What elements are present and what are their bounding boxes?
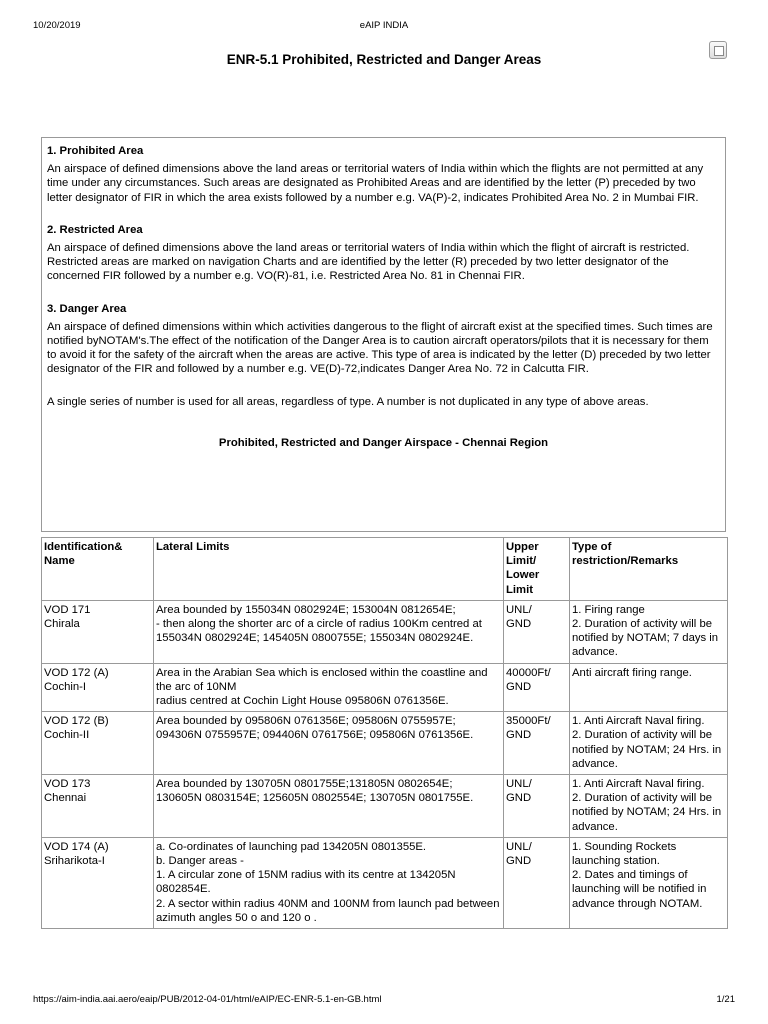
section-text-danger: An airspace of defined dimensions within which activities dangerous to the flight of aircraft exist at the specified times. Such times are notified byNOTAM's.The effect of the notification of the Danger Area is to caution aircraft operators/pilots that it is necessary for them to avoid it for the safety of the aircraft when the areas are active. This type of area is indicated by the letter (D) preceded by two letter designator of the FIR and followed by a number e.g. VE(D)-72,indicates Danger Area No. 72 in Calcutta FIR. [47,320,713,376]
table-header-row [42,538,728,601]
cell-remarks: 1. Anti Aircraft Naval firing. 2. Duration of activity will be notified by NOTAM; 24 Hrs. in advance. [570,712,728,775]
region-title: Prohibited, Restricted and Danger Airspace - Chennai Region [218,436,549,449]
print-button[interactable] [709,41,727,59]
cell-limits: UNL/ GND [504,775,570,838]
table-row [42,837,728,928]
section-text-restricted: An airspace of defined dimensions above the land areas or territorial waters of India within which the flight of aircraft is restricted. Restricted areas are marked on navigation Charts and are identified by the letter (R) preceded by two letter designator of the concerned FIR followed by a number e.g. VO(R)-81, i.e. Restricted Area No. 81 in Chennai FIR. [47,242,690,283]
page-title: ENR-5.1 Prohibited, Restricted and Danger Areas [226,52,542,67]
header-lateral-limits: Lateral Limits [154,538,504,601]
cell-lateral-limits: Area in the Arabian Sea which is enclosed within the coastline and the arc of 10NM radius centred at Cochin Light House 095806N 0761356E. [154,663,504,712]
table-row [42,663,728,712]
cell-limits: 40000Ft/ GND [504,663,570,712]
header-identification: Identification& Name [42,538,154,601]
header-remarks: Type of restriction/Remarks [570,538,728,601]
cell-identification: VOD 172 (A) Cochin-I [42,663,154,712]
cell-lateral-limits: Area bounded by 130705N 0801755E;131805N 0802654E; 130605N 0803154E; 125605N 0802554E; 130705N 0801755E. [154,775,504,838]
table-row [42,712,728,775]
table-row [42,600,728,663]
footer-url[interactable]: https://aim-india.aai.aero/eaip/PUB/2012-04-01/html/eAIP/EC-ENR-5.1-en-GB.html [33,994,382,1005]
definitions-box [41,137,726,532]
checkbox-icon [714,46,724,56]
section-text-prohibited: An airspace of defined dimensions above the land areas or territorial waters of India within which the flights are not permitted at any time under any circumstances. Such areas are designated as Prohibited Areas and are identified by the letter (P) preceded by two letter designator of FIR in which the area exists followed by a number e.g. VA(P)-2, indicates Prohibited Area No. 2 in Mumbai FIR. [47,163,704,204]
cell-identification: VOD 173 Chennai [42,775,154,838]
cell-remarks: 1. Firing range 2. Duration of activity will be notified by NOTAM; 7 days in advance. [570,600,728,663]
table-row [42,775,728,838]
airspace-table [41,537,728,929]
section-heading-prohibited: 1. Prohibited Area [47,145,144,157]
cell-identification: VOD 172 (B) Cochin-II [42,712,154,775]
cell-limits: 35000Ft/ GND [504,712,570,775]
numbering-note: A single series of number is used for all areas, regardless of type. A number is not duplicated in any type of above areas. [47,395,649,408]
cell-lateral-limits: Area bounded by 095806N 0761356E; 095806N 0755957E; 094306N 0755957E; 094406N 0761756E; 095806N 0761356E. [154,712,504,775]
header-upper-lower-limit: Upper Limit/ Lower Limit [504,538,570,601]
cell-limits: UNL/ GND [504,837,570,928]
cell-limits: UNL/ GND [504,600,570,663]
print-date: 10/20/2019 [33,20,81,31]
site-name: eAIP INDIA [359,20,409,31]
cell-identification: VOD 171 Chirala [42,600,154,663]
cell-lateral-limits: a. Co-ordinates of launching pad 134205N 0801355E. b. Danger areas - 1. A circular zone of 15NM radius with its centre at 134205N 0802854E. 2. A sector within radius 40NM and 100NM from launch pad between azimuth angles 50 o and 120 o . [154,837,504,928]
cell-remarks: 1. Anti Aircraft Naval firing. 2. Duration of activity will be notified by NOTAM; 24 Hrs. in advance. [570,775,728,838]
section-heading-restricted: 2. Restricted Area [47,223,143,236]
section-heading-danger: 3. Danger Area [47,302,127,315]
cell-remarks: 1. Sounding Rockets launching station. 2. Dates and timings of launching will be notified in advance through NOTAM. [570,837,728,928]
cell-remarks: Anti aircraft firing range. [570,663,728,712]
cell-identification: VOD 174 (A) Sriharikota-I [42,837,154,928]
cell-lateral-limits: Area bounded by 155034N 0802924E; 153004N 0812654E; - then along the shorter arc of a circle of radius 100Km centred at 155034N 0802924E; 145405N 0800755E; 155034N 0802924E. [154,600,504,663]
page-number: 1/21 [716,994,735,1005]
